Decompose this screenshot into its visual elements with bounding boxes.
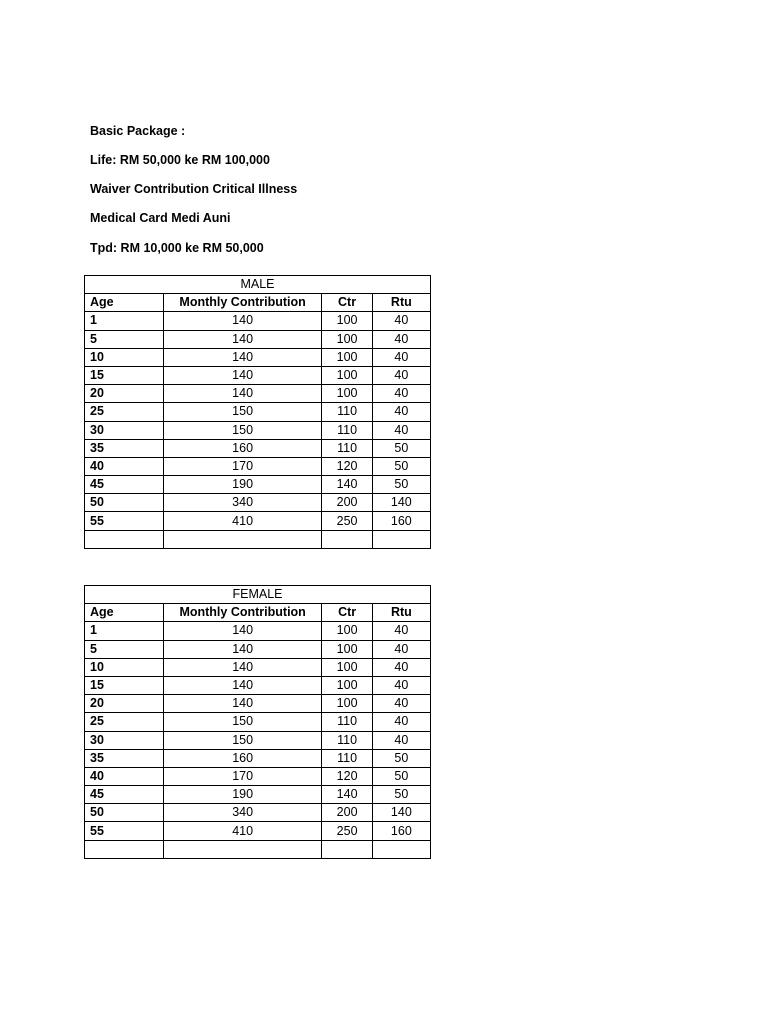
ctr-cell: 110 [322, 421, 372, 439]
monthly-contribution-cell: 170 [163, 767, 322, 785]
age-cell: 55 [85, 512, 164, 530]
rtu-cell: 40 [372, 348, 430, 366]
monthly-contribution-cell: 160 [163, 439, 322, 457]
table-title: MALE [85, 276, 431, 294]
ctr-cell: 100 [322, 312, 372, 330]
monthly-contribution-cell: 160 [163, 749, 322, 767]
rtu-cell: 40 [372, 731, 430, 749]
header-rtu: Rtu [372, 604, 430, 622]
rtu-cell: 40 [372, 421, 430, 439]
age-cell: 1 [85, 312, 164, 330]
table-row [85, 695, 431, 713]
monthly-contribution-cell: 340 [163, 804, 322, 822]
table-title-row [85, 586, 431, 604]
header-monthly-contribution: Monthly Contribution [163, 294, 322, 312]
rtu-cell: 40 [372, 713, 430, 731]
table-row [85, 366, 431, 384]
age-cell: 30 [85, 731, 164, 749]
male-rate-table [84, 275, 431, 549]
ctr-cell: 100 [322, 366, 372, 384]
table-row [85, 676, 431, 694]
age-cell: 25 [85, 713, 164, 731]
tpd-coverage-text: Tpd: RM 10,000 ke RM 50,000 [90, 241, 264, 255]
ctr-cell: 110 [322, 403, 372, 421]
rtu-cell: 50 [372, 476, 430, 494]
monthly-contribution-cell: 140 [163, 366, 322, 384]
ctr-cell: 100 [322, 330, 372, 348]
age-cell: 20 [85, 695, 164, 713]
age-cell: 15 [85, 366, 164, 384]
age-cell: 40 [85, 457, 164, 475]
rtu-cell: 50 [372, 457, 430, 475]
ctr-cell: 110 [322, 731, 372, 749]
table-row [85, 622, 431, 640]
table-title-row [85, 276, 431, 294]
table-row [85, 713, 431, 731]
monthly-contribution-cell: 140 [163, 640, 322, 658]
empty-cell [163, 530, 322, 548]
age-cell: 5 [85, 330, 164, 348]
table-row [85, 439, 431, 457]
ctr-cell: 110 [322, 713, 372, 731]
empty-cell [322, 530, 372, 548]
table-row [85, 348, 431, 366]
table-row [85, 640, 431, 658]
ctr-cell: 100 [322, 658, 372, 676]
ctr-cell: 120 [322, 767, 372, 785]
monthly-contribution-cell: 140 [163, 385, 322, 403]
rtu-cell: 40 [372, 640, 430, 658]
rtu-cell: 40 [372, 366, 430, 384]
female-rate-table [84, 585, 431, 859]
ctr-cell: 250 [322, 822, 372, 840]
age-cell: 1 [85, 622, 164, 640]
rtu-cell: 50 [372, 439, 430, 457]
age-cell: 10 [85, 658, 164, 676]
ctr-cell: 100 [322, 385, 372, 403]
ctr-cell: 100 [322, 640, 372, 658]
age-cell: 30 [85, 421, 164, 439]
ctr-cell: 250 [322, 512, 372, 530]
header-ctr: Ctr [322, 604, 372, 622]
empty-cell [85, 840, 164, 858]
monthly-contribution-cell: 150 [163, 713, 322, 731]
waiver-text: Waiver Contribution Critical Illness [90, 182, 298, 196]
monthly-contribution-cell: 410 [163, 822, 322, 840]
monthly-contribution-cell: 150 [163, 731, 322, 749]
header-rtu: Rtu [372, 294, 430, 312]
monthly-contribution-cell: 170 [163, 457, 322, 475]
table-row [85, 512, 431, 530]
rtu-cell: 40 [372, 695, 430, 713]
ctr-cell: 200 [322, 494, 372, 512]
table-row [85, 494, 431, 512]
empty-cell [322, 840, 372, 858]
table-header-row [85, 604, 431, 622]
rtu-cell: 40 [372, 403, 430, 421]
monthly-contribution-cell: 190 [163, 786, 322, 804]
table-row [85, 421, 431, 439]
empty-cell [163, 840, 322, 858]
monthly-contribution-cell: 140 [163, 658, 322, 676]
table-row [85, 749, 431, 767]
monthly-contribution-cell: 140 [163, 622, 322, 640]
ctr-cell: 120 [322, 457, 372, 475]
rtu-cell: 50 [372, 767, 430, 785]
monthly-contribution-cell: 140 [163, 312, 322, 330]
table-row [85, 804, 431, 822]
age-cell: 40 [85, 767, 164, 785]
age-cell: 45 [85, 786, 164, 804]
table-row [85, 476, 431, 494]
empty-row [85, 530, 431, 548]
monthly-contribution-cell: 190 [163, 476, 322, 494]
table-row [85, 403, 431, 421]
age-cell: 45 [85, 476, 164, 494]
header-age: Age [85, 294, 164, 312]
rtu-cell: 160 [372, 512, 430, 530]
age-cell: 25 [85, 403, 164, 421]
rtu-cell: 40 [372, 312, 430, 330]
empty-cell [372, 530, 430, 548]
monthly-contribution-cell: 140 [163, 695, 322, 713]
empty-cell [85, 530, 164, 548]
ctr-cell: 100 [322, 622, 372, 640]
table-row [85, 658, 431, 676]
rtu-cell: 50 [372, 786, 430, 804]
age-cell: 5 [85, 640, 164, 658]
empty-row [85, 840, 431, 858]
ctr-cell: 200 [322, 804, 372, 822]
header-ctr: Ctr [322, 294, 372, 312]
rtu-cell: 40 [372, 385, 430, 403]
age-cell: 10 [85, 348, 164, 366]
rtu-cell: 40 [372, 622, 430, 640]
package-heading: Basic Package : [90, 124, 186, 138]
rtu-cell: 40 [372, 330, 430, 348]
medical-card-text: Medical Card Medi Auni [90, 211, 231, 225]
table-row [85, 822, 431, 840]
monthly-contribution-cell: 410 [163, 512, 322, 530]
life-coverage-text: Life: RM 50,000 ke RM 100,000 [90, 153, 270, 167]
monthly-contribution-cell: 140 [163, 348, 322, 366]
ctr-cell: 140 [322, 476, 372, 494]
rtu-cell: 140 [372, 804, 430, 822]
rtu-cell: 140 [372, 494, 430, 512]
table-row [85, 731, 431, 749]
table-row [85, 330, 431, 348]
ctr-cell: 140 [322, 786, 372, 804]
age-cell: 35 [85, 749, 164, 767]
monthly-contribution-cell: 140 [163, 676, 322, 694]
ctr-cell: 110 [322, 439, 372, 457]
age-cell: 50 [85, 494, 164, 512]
rtu-cell: 50 [372, 749, 430, 767]
table-row [85, 312, 431, 330]
table-header-row [85, 294, 431, 312]
age-cell: 20 [85, 385, 164, 403]
table-row [85, 767, 431, 785]
age-cell: 50 [85, 804, 164, 822]
rtu-cell: 40 [372, 658, 430, 676]
age-cell: 15 [85, 676, 164, 694]
table-row [85, 786, 431, 804]
header-age: Age [85, 604, 164, 622]
ctr-cell: 100 [322, 676, 372, 694]
table-row [85, 457, 431, 475]
age-cell: 35 [85, 439, 164, 457]
age-cell: 55 [85, 822, 164, 840]
monthly-contribution-cell: 150 [163, 403, 322, 421]
ctr-cell: 110 [322, 749, 372, 767]
rtu-cell: 40 [372, 676, 430, 694]
monthly-contribution-cell: 340 [163, 494, 322, 512]
rtu-cell: 160 [372, 822, 430, 840]
monthly-contribution-cell: 140 [163, 330, 322, 348]
ctr-cell: 100 [322, 695, 372, 713]
ctr-cell: 100 [322, 348, 372, 366]
table-row [85, 385, 431, 403]
monthly-contribution-cell: 150 [163, 421, 322, 439]
empty-cell [372, 840, 430, 858]
header-monthly-contribution: Monthly Contribution [163, 604, 322, 622]
table-title: FEMALE [85, 586, 431, 604]
